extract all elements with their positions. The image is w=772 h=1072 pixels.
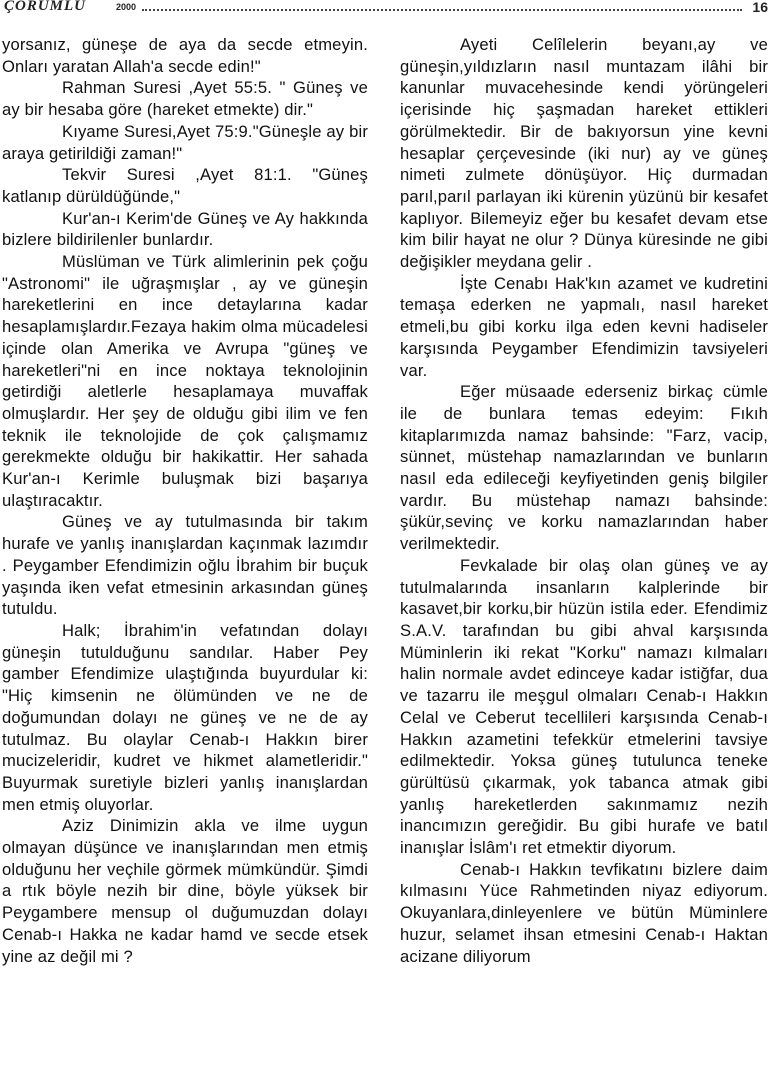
- paragraph: Halk; İbrahim'in vefatından dolayı güneşin tutulduğunu sandılar. Haber Pey gamber Efendimize ulaştığında buyurdular ki: "Hiç kimsenin ne ölümünden ve ne de doğumundan dolayı ne güneş ve ne de ay tutulmaz. Bu olaylar Cenab-ı Hakkın birer mucizeleridir, kudret ve hikmet alametleridir." Buyurmak suretiyle bizleri yanlış inanışlardan men etmiş oluyorlar.: [2, 620, 368, 814]
- paragraph: Fevkalade bir olaş olan güneş ve ay tutulmalarında insanların kalplerinde bir kasavet,bir korku,bir hüzün istila eder. Efendimiz S.A.V. tarafından bu gibi ahval karşısında Müminlerin iki rekat "Korku" namazı kılmaları halin normale avdet edinceye kadar istiğfar, dua ve tazarru ile meşgul olmaları Cenab-ı Hakkın Celal ve Ceberut tecellileri karşısında Cenab-ı Hakkın azametini tefekkür etmelerini tavsiye edilmektedir. Yoksa güneş tutulunca teneke gürültüsü çıkarmak, yok tabanca atmak gibi yanlış hareketlerden sakınmamız nezih inancımızın gereğidir. Bu gibi hurafe ve batıl inanışlar İslâm'ı ret etmektir diyorum.: [400, 555, 768, 858]
- paragraph: Tekvir Suresi ,Ayet 81:1. "Güneş katlanıp dürüldüğünde,": [2, 165, 368, 206]
- paragraph: Aziz Dinimizin akla ve ilme uygun olmayan düşünce ve inanışlarından men etmiş olduğunu her veçhile görmek mümkündür. Şimdi a rtık böyle nezih bir dine, böyle yüksek bir Peygambere mensup ol duğumuzdan dolayı Cenab-ı Hakka ne kadar hamd ve secde etsek yine az değil mi ?: [2, 816, 368, 966]
- paragraph: Müslüman ve Türk alimlerinin pek çoğu "Astronomi" ile uğraşmışlar , ay ve güneşin hareketlerini en ince detaylarına kadar hesaplamışlardır.Fezaya hakim olma mücadelesi içinde olan Amerika ve Avrupa "güneş ve hareketleri"ni en ince noktaya teknolojinin getirdiği aletlerle hesaplamaya muvaffak olmuşlardır. Her şey de olduğu gibi ilim ve fen teknik ile teknolojide de çok çalışmamız gerekmekte olduğu bir hakikattir. Her sahada Kur'an-ı Kerimle buluşmak bizi başarıya ulaştıracaktır.: [2, 252, 368, 510]
- left-column: [2, 34, 368, 967]
- paragraph: Güneş ve ay tutulmasında bir takım hurafe ve yanlış inanışlardan kaçınmak lazımdır . Peygamber Efendimizin oğlu İbrahim bir buçuk yaşında iken vefat etmesinin arkasından güneş tutuldu.: [2, 512, 368, 619]
- page-header: [0, 0, 772, 20]
- paragraph: Kıyame Suresi,Ayet 75:9."Güneşle ay bir araya getirildiği zaman!": [2, 121, 368, 163]
- page-number: 16: [752, 0, 768, 15]
- paragraph: İşte Cenabı Hak'kın azamet ve kudretini temaşa ederken ne yapmalı, nasıl hareket etmeli,bu gibi korku ilga eden kevni hadiseler karşısında Peygamber Efendimizin tavsiyeleri var.: [400, 273, 768, 380]
- publication-title: ÇORUMLU: [4, 0, 87, 14]
- header-dotted-rule: [142, 9, 742, 11]
- paragraph: yorsanız, güneşe de aya da secde etmeyin. Onları yaratan Allah'a secde edin!": [2, 35, 368, 76]
- paragraph: Ayeti Celîlelerin beyanı,ay ve güneşin,yıldızların nasıl muntazam ilâhi bir kanunlar muvacehesinde kendi yörüngeleri içerisinde hiç şaşmadan hareket ettikleri görülmektedir. Bir de bakıyorsun yine kevni hesaplar çerçevesinde (iki nur) ay ve güneş nimeti zulmete dönüşüyor. Hiç durmadan parıl,parıl parlayan iki kürenin yüzünü bir kesafet kaplıyor. Bilemeyiz eğer bu kesafet devam etse kim bilir hayat ne olur ? Dünya küresinde ne gibi değişikler meydana gelir .: [400, 35, 768, 272]
- right-column: [400, 34, 768, 967]
- publication-year: 2000: [116, 2, 137, 12]
- paragraph: Eğer müsaade ederseniz birkaç cümle ile de bunlara temas edeyim: Fıkıh kitaplarımızda namaz bahsinde: "Farz, vacip, sünnet, müstehap namazlarından ve bunların nasıl eda edileceği keyfiyetinden geniş bilgiler vardır. Bu müstehap namazı bahsinde: şükür,sevinç ve korku namazlarından haber verilmektedir.: [400, 382, 768, 554]
- paragraph: Kur'an-ı Kerim'de Güneş ve Ay hakkında bizlere bildirilenler bunlardır.: [2, 208, 368, 250]
- paragraph: Cenab-ı Hakkın tevfikatını bizlere daim kılmasını Yüce Rahmetinden niyaz ediyorum. Okuyanlara,dinleyenlere ve bütün Müminlere huzur, selamet ihsan etmesini Cenab-ı Haktan acizane diliyorum: [400, 859, 768, 966]
- paragraph: Rahman Suresi ,Ayet 55:5. " Güneş ve ay bir hesaba göre (hareket etmekte) dir.": [2, 78, 368, 120]
